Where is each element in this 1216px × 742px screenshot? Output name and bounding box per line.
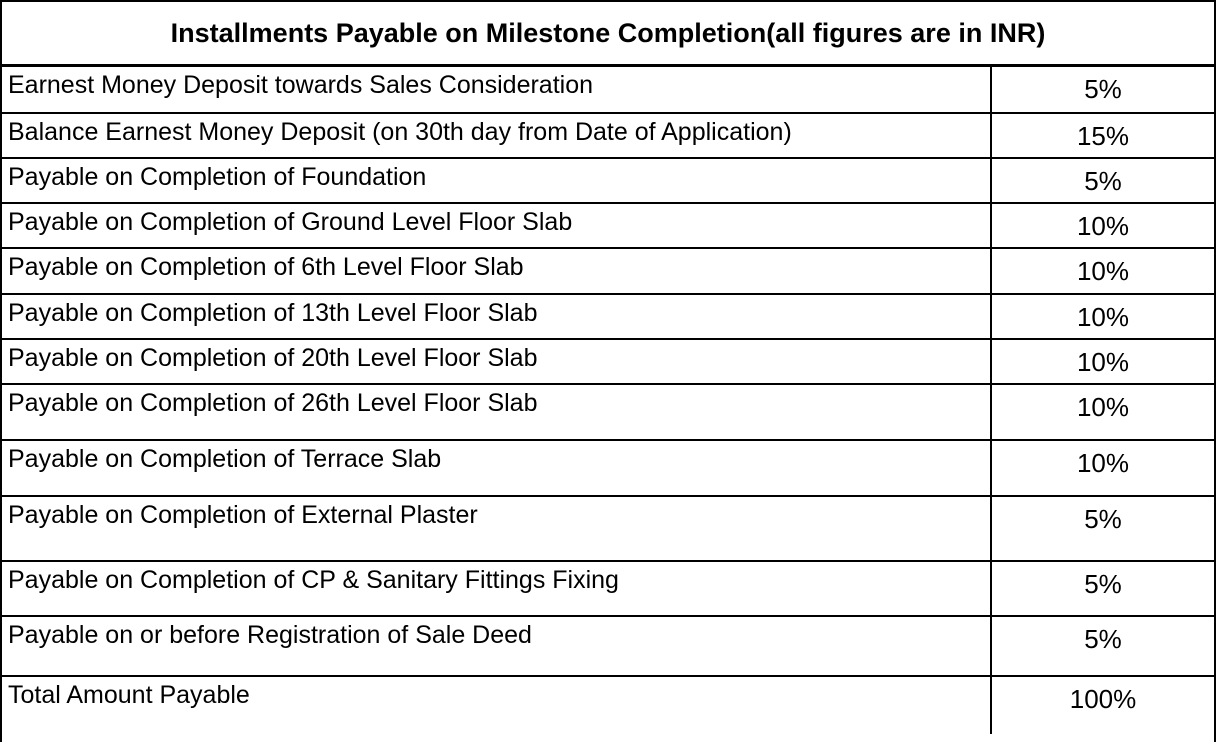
percent-cell: 10% (991, 440, 1214, 496)
milestone-cell: Payable on or before Registration of Sale Deed (2, 616, 991, 676)
total-label: Total Amount Payable (8, 681, 250, 709)
table-row (2, 294, 1214, 339)
total-percent: 100% (991, 676, 1214, 734)
milestone-cell: Payable on Completion of External Plaster (2, 496, 991, 561)
milestone-cell: Payable on Completion of CP & Sanitary Fittings Fixing (2, 561, 991, 616)
percent-cell: 10% (991, 203, 1214, 248)
table-row (2, 440, 1214, 496)
installments-table (2, 67, 1214, 734)
milestone-cell: Payable on Completion of Terrace Slab (2, 440, 991, 496)
total-row (2, 676, 1214, 734)
percent-cell: 5% (991, 561, 1214, 616)
table-row (2, 384, 1214, 440)
percent-cell: 10% (991, 339, 1214, 384)
milestone-cell: Payable on Completion of 6th Level Floor Slab (2, 248, 991, 294)
percent-cell: 5% (991, 67, 1214, 113)
table-row (2, 496, 1214, 561)
percent-cell: 15% (991, 113, 1214, 158)
milestone-cell: Earnest Money Deposit towards Sales Consideration (2, 67, 991, 113)
percent-cell: 5% (991, 616, 1214, 676)
table-row (2, 248, 1214, 294)
percent-cell: 10% (991, 248, 1214, 294)
table-row (2, 113, 1214, 158)
milestone-cell: Payable on Completion of 20th Level Floor Slab (2, 339, 991, 384)
percent-cell: 5% (991, 158, 1214, 203)
table-row (2, 203, 1214, 248)
table-row (2, 561, 1214, 616)
table-row (2, 339, 1214, 384)
table-title: Installments Payable on Milestone Completion(all figures are in INR) (2, 0, 1214, 67)
table-row (2, 67, 1214, 113)
milestone-cell: Payable on Completion of 26th Level Floor Slab (2, 384, 991, 440)
milestone-cell: Payable on Completion of 13th Level Floor Slab (2, 294, 991, 339)
percent-cell: 5% (991, 496, 1214, 561)
milestone-cell: Payable on Completion of Foundation (2, 158, 991, 203)
milestone-cell: Payable on Completion of Ground Level Floor Slab (2, 203, 991, 248)
percent-cell: 10% (991, 384, 1214, 440)
table-row (2, 158, 1214, 203)
table-row (2, 616, 1214, 676)
milestone-cell: Balance Earnest Money Deposit (on 30th day from Date of Application) (2, 113, 991, 158)
percent-cell: 10% (991, 294, 1214, 339)
